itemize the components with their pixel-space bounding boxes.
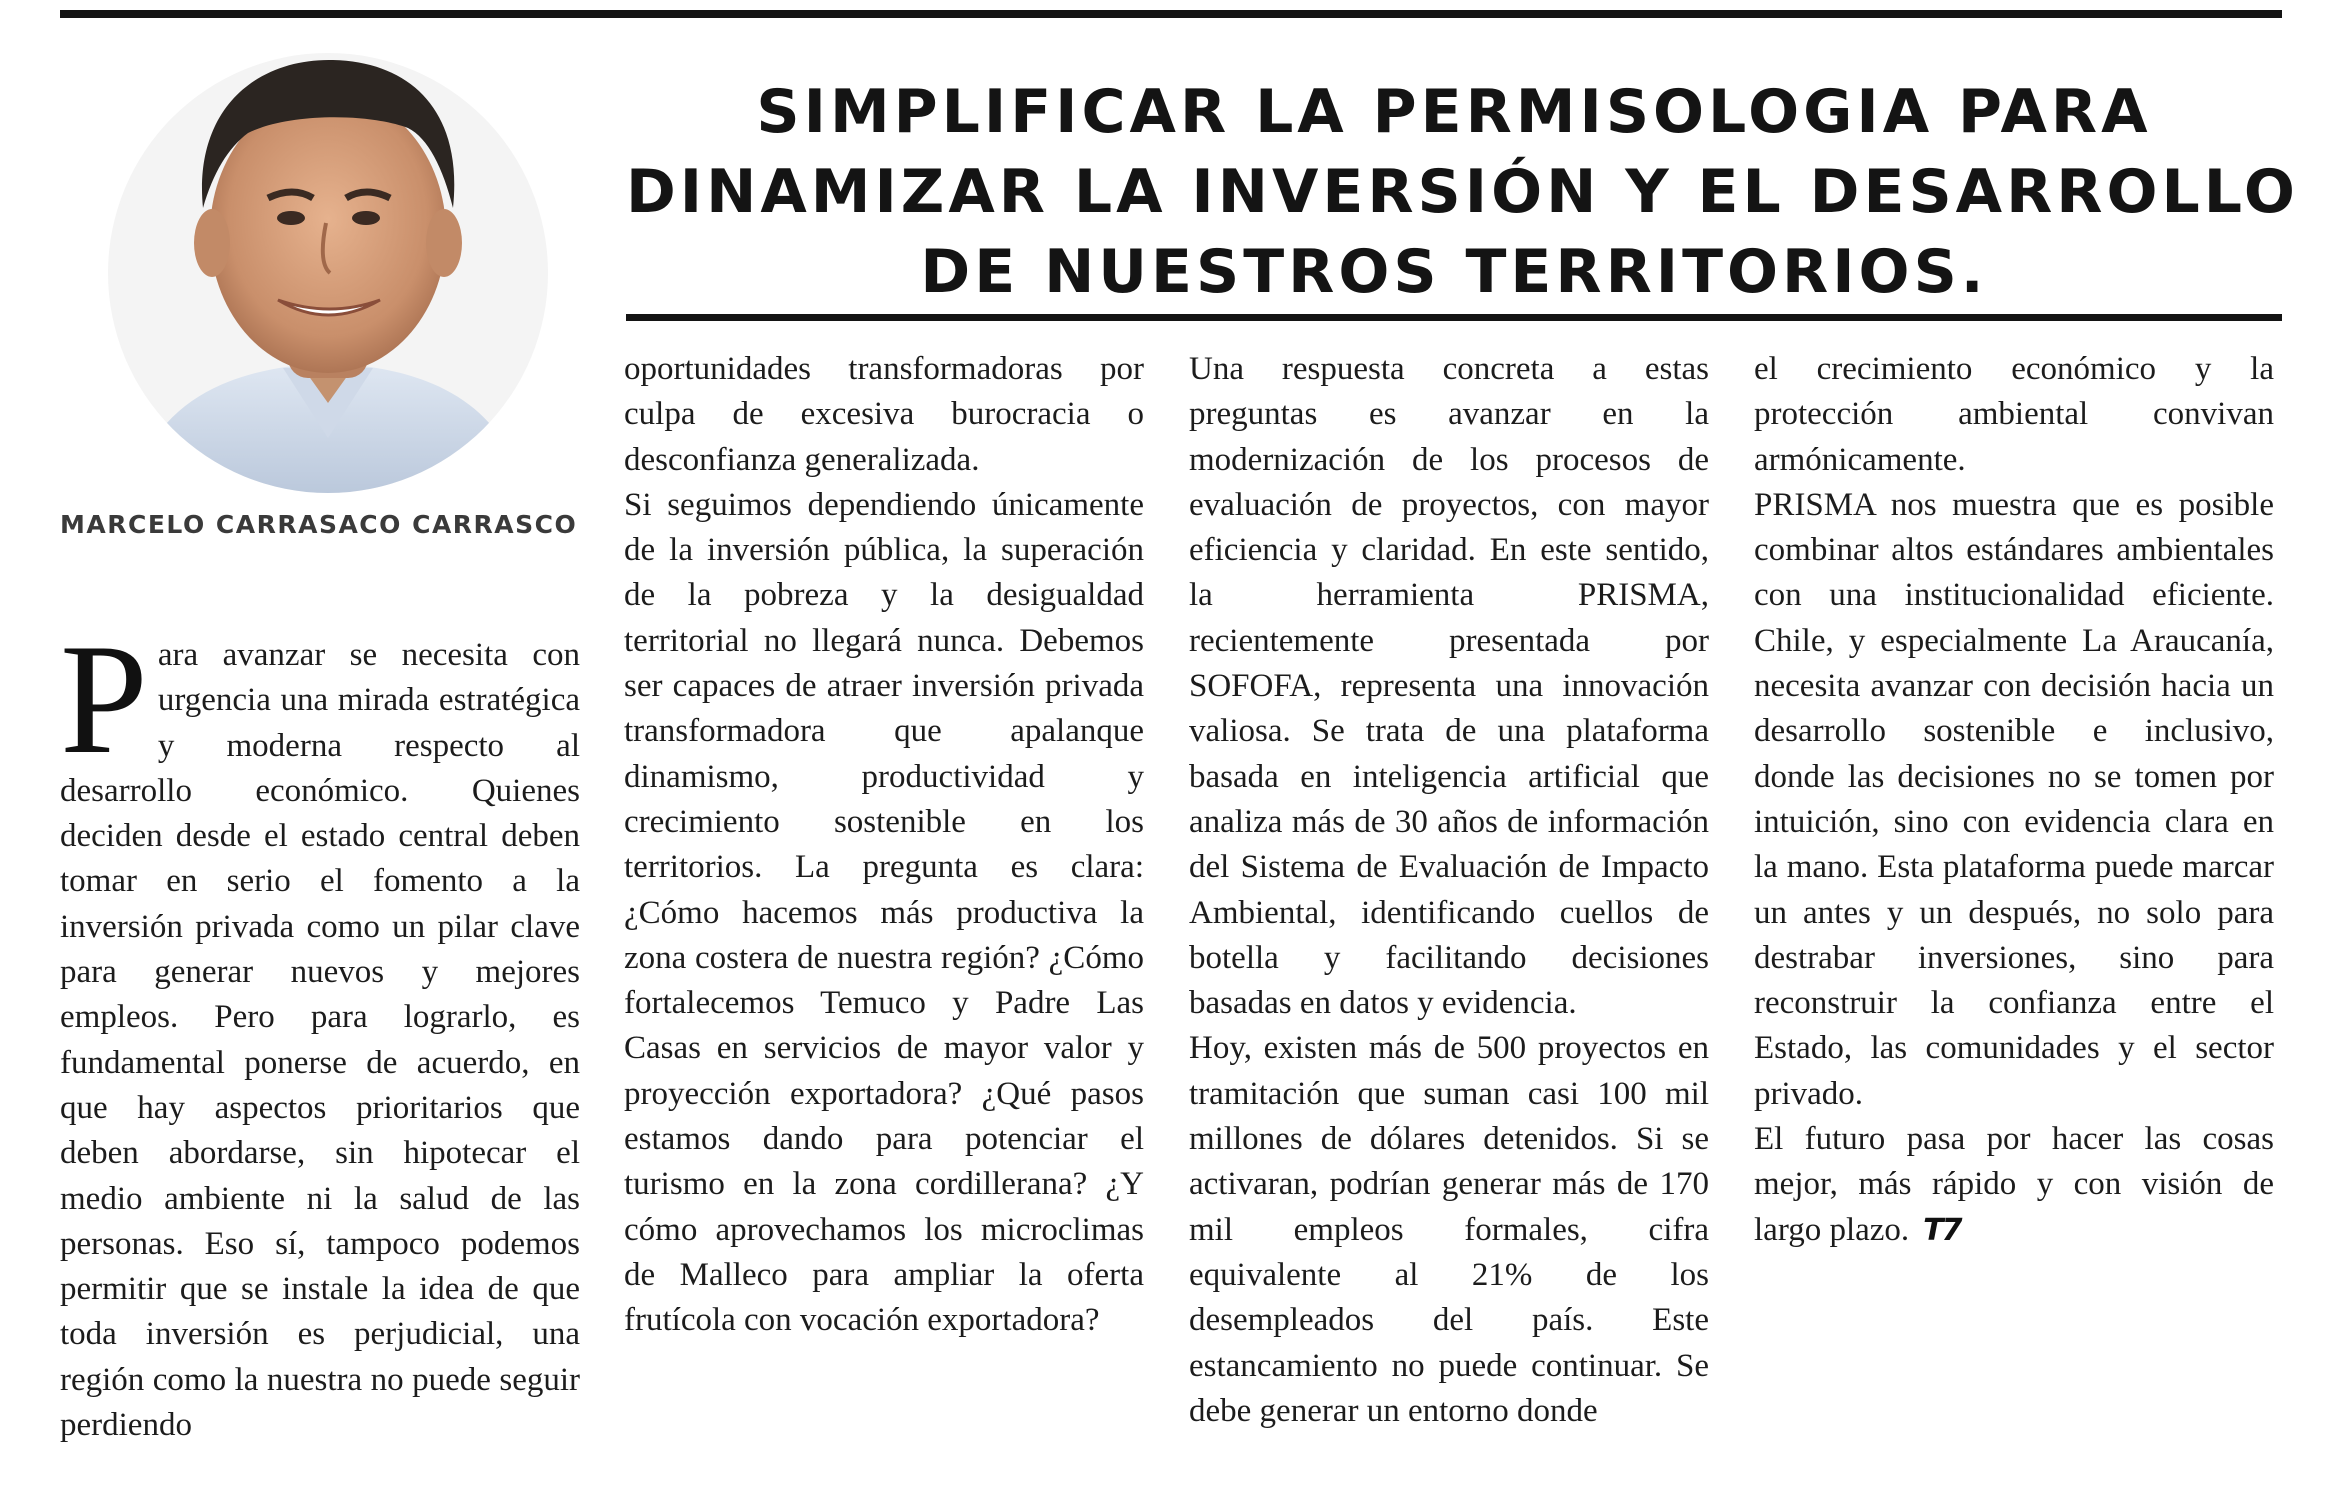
drop-cap: P <box>60 612 148 787</box>
article-paragraph: oportunidades transformadoras por culpa de excesiva burocracia o desconfianza generalizada. <box>624 351 1144 478</box>
paragraph-text: ara avanzar se necesita con urgencia una mirada estratégica y moderna respecto al desarrollo económico. Quienes deciden desde el estado central deben tomar en serio el fomento a la inversión privada como un pilar clave para generar nuevos y mejores empleos. Pero para lograrlo, es fundamental ponerse de acuerdo, en que hay aspectos prioritarios que deben abordarse, sin hipotecar el medio ambiente ni la salud de las personas. Eso sí, tampoco podemos permitir que se instale la idea de que toda inversión es perjudicial, una región como la nuestra no puede seguir perdiendo <box>60 637 580 1444</box>
article-paragraph: el crecimiento económico y la protección ambiental convivan armónicamente. <box>1754 351 2274 478</box>
article-paragraph: Si seguimos dependiendo únicamente de la inversión pública, la superación de la pobreza y la desigualdad territorial no llegará nunca. Debemos ser capaces de atraer inversión privada transformadora que apalanque dinamismo, productividad y crecimiento sostenible en los territorios. La pregunta es clara: ¿Cómo hacemos más productiva la zona costera de nuestra región? ¿Cómo fortalecemos Temuco y Padre Las Casas en servicios de mayor valor y proyección exportadora? ¿Qué pasos estamos dando para potenciar el turismo en la zona cordillerana? ¿Y cómo aprovechamos los microclimas de Malleco para ampliar la oferta frutícola con vocación exportadora? <box>624 486 1144 1339</box>
article-column-4 <box>1754 347 2274 1253</box>
article-paragraph: PRISMA nos muestra que es posible combinar altos estándares ambientales con una institucionalidad eficiente. Chile, y especialmente La Araucanía, necesita avanzar con decisión hacia un desarrollo sostenible e inclusivo, donde las decisiones no se tomen por intuición, sino con evidencia clara en la mano. Esta plataforma puede marcar un antes y un después, no solo para destrabar inversiones, sino para reconstruir la confianza entre el Estado, las comunidades y el sector privado. <box>1754 486 2274 1112</box>
headline-line-3: DE NUESTROS TERRITORIOS. <box>920 237 1988 307</box>
author-name: MARCELO CARRASACO CARRASCO <box>60 510 578 539</box>
article-column-3 <box>1189 347 1709 1434</box>
article-paragraph: Una respuesta concreta a estas preguntas es avanzar en la modernización de los procesos de evaluación de proyectos, con mayor eficiencia y claridad. En este sentido, la herramienta PRISMA, recientemente presentada por SOFOFA, representa una innovación valiosa. Se trata de una plataforma basada en inteligencia artificial que analiza más de 30 años de información del Sistema de Evaluación de Impacto Ambiental, identificando cuellos de botella y facilitando decisiones basadas en datos y evidencia. <box>1189 351 1709 1022</box>
top-rule <box>60 10 2282 18</box>
paragraph-text: El futuro pasa por hacer las cosas mejor, más rápido y con visión de largo plazo. <box>1754 1121 2274 1248</box>
headline <box>626 72 2299 312</box>
headline-line-2: DINAMIZAR LA INVERSIÓN Y EL DESARROLLO <box>626 157 2299 227</box>
article-paragraph <box>1754 1117 2274 1253</box>
article-column-1 <box>60 612 580 1448</box>
headline-line-1: SIMPLIFICAR LA PERMISOLOGIA PARA <box>756 77 2152 147</box>
article-paragraph <box>60 612 580 1448</box>
author-portrait-photo <box>108 18 548 504</box>
headline-rule <box>626 314 2282 321</box>
end-mark-logo: T7 <box>1923 1212 1961 1248</box>
article-paragraph: Hoy, existen más de 500 proyectos en tramitación que suman casi 100 mil millones de dólares detenidos. Si se activaran, podrían generar más de 170 mil empleos formales, cifra equivalente al 21% de los desempleados del país. Este estancamiento no puede continuar. Se debe generar un entorno donde <box>1189 1030 1709 1429</box>
article-column-2 <box>624 347 1144 1344</box>
